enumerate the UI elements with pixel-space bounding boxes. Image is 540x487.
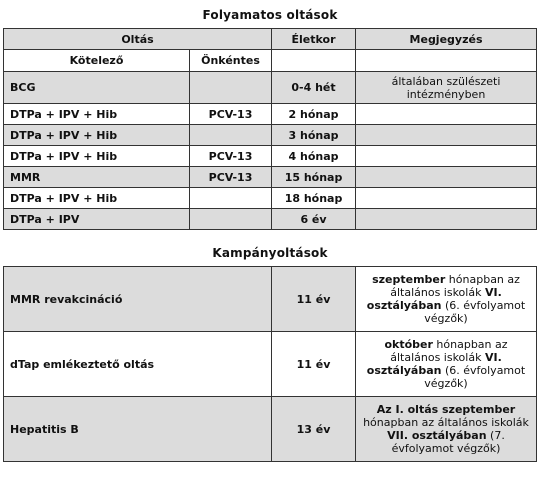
note-bold-2: VII. osztályában [387, 429, 487, 442]
eletkor-cell: 2 hónap [272, 104, 356, 125]
note-bold-1: Az I. oltás szeptember [376, 403, 516, 416]
onkentes-cell [190, 125, 272, 146]
kotelezo-cell: DTPa + IPV [4, 209, 190, 230]
note-text-2: (6. évfolyamot végzők) [424, 299, 526, 325]
table-row [4, 267, 537, 332]
megjegyzes-cell [356, 125, 537, 146]
header-empty-eletkor [272, 50, 356, 72]
campaign-eletkor-cell: 11 év [272, 332, 356, 397]
kotelezo-cell: MMR [4, 167, 190, 188]
eletkor-cell: 0-4 hét [272, 72, 356, 104]
campaign-name-cell: dTap emlékeztető oltás [4, 332, 272, 397]
kotelezo-cell: DTPa + IPV + Hib [4, 188, 190, 209]
megjegyzes-cell: általában szülészeti intézményben [356, 72, 537, 104]
eletkor-cell: 15 hónap [272, 167, 356, 188]
campaign-note-cell [356, 332, 537, 397]
table-row [4, 167, 537, 188]
note-bold-1: szeptember [372, 273, 446, 286]
megjegyzes-cell [356, 104, 537, 125]
campaign-note-cell [356, 267, 537, 332]
continuous-vaccinations-table [3, 28, 537, 230]
eletkor-cell: 3 hónap [272, 125, 356, 146]
note-text-1: hónapban az általános iskolák [363, 416, 529, 429]
onkentes-cell [190, 188, 272, 209]
header-eletkor: Életkor [272, 29, 356, 50]
note-bold-2: VI. osztályában [366, 351, 502, 377]
onkentes-cell [190, 209, 272, 230]
onkentes-cell [190, 72, 272, 104]
onkentes-cell: PCV-13 [190, 104, 272, 125]
kotelezo-cell: DTPa + IPV + Hib [4, 146, 190, 167]
campaign-eletkor-cell: 13 év [272, 397, 356, 462]
note-text-1: hónapban az általános iskolák [390, 273, 520, 299]
table-row [4, 209, 537, 230]
campaign-note-cell [356, 397, 537, 462]
campaign-name-cell: Hepatitis B [4, 397, 272, 462]
campaign-name-cell: MMR revakcináció [4, 267, 272, 332]
eletkor-cell: 4 hónap [272, 146, 356, 167]
megjegyzes-cell [356, 167, 537, 188]
note-text-2: (7. évfolyamot végzők) [391, 429, 505, 455]
kotelezo-cell: BCG [4, 72, 190, 104]
table-row [4, 104, 537, 125]
note-text-2: (6. évfolyamot végzők) [424, 364, 526, 390]
header-oltas: Oltás [4, 29, 272, 50]
table-row [4, 146, 537, 167]
note-text-1: hónapban az általános iskolák [390, 338, 508, 364]
kotelezo-cell: DTPa + IPV + Hib [4, 125, 190, 146]
megjegyzes-cell [356, 209, 537, 230]
eletkor-cell: 18 hónap [272, 188, 356, 209]
header-row [4, 29, 537, 50]
note-bold-1: október [384, 338, 433, 351]
eletkor-cell: 6 év [272, 209, 356, 230]
megjegyzes-cell [356, 188, 537, 209]
kotelezo-cell: DTPa + IPV + Hib [4, 104, 190, 125]
header-onkentes: Önkéntes [190, 50, 272, 72]
onkentes-cell: PCV-13 [190, 146, 272, 167]
table-row [4, 72, 537, 104]
onkentes-cell: PCV-13 [190, 167, 272, 188]
header-kotelezo: Kötelező [4, 50, 190, 72]
header-megjegyzes: Megjegyzés [356, 29, 537, 50]
campaign-vaccinations-title: Kampányoltások [212, 246, 328, 260]
table-row [4, 332, 537, 397]
campaign-vaccinations-table [3, 266, 537, 462]
table-row [4, 125, 537, 146]
table-row [4, 188, 537, 209]
subheader-row [4, 50, 537, 72]
megjegyzes-cell [356, 146, 537, 167]
table-row [4, 397, 537, 462]
header-empty-megjegyzes [356, 50, 537, 72]
continuous-vaccinations-title: Folyamatos oltások [202, 8, 338, 22]
note-bold-2: VI. osztályában [366, 286, 502, 312]
campaign-eletkor-cell: 11 év [272, 267, 356, 332]
